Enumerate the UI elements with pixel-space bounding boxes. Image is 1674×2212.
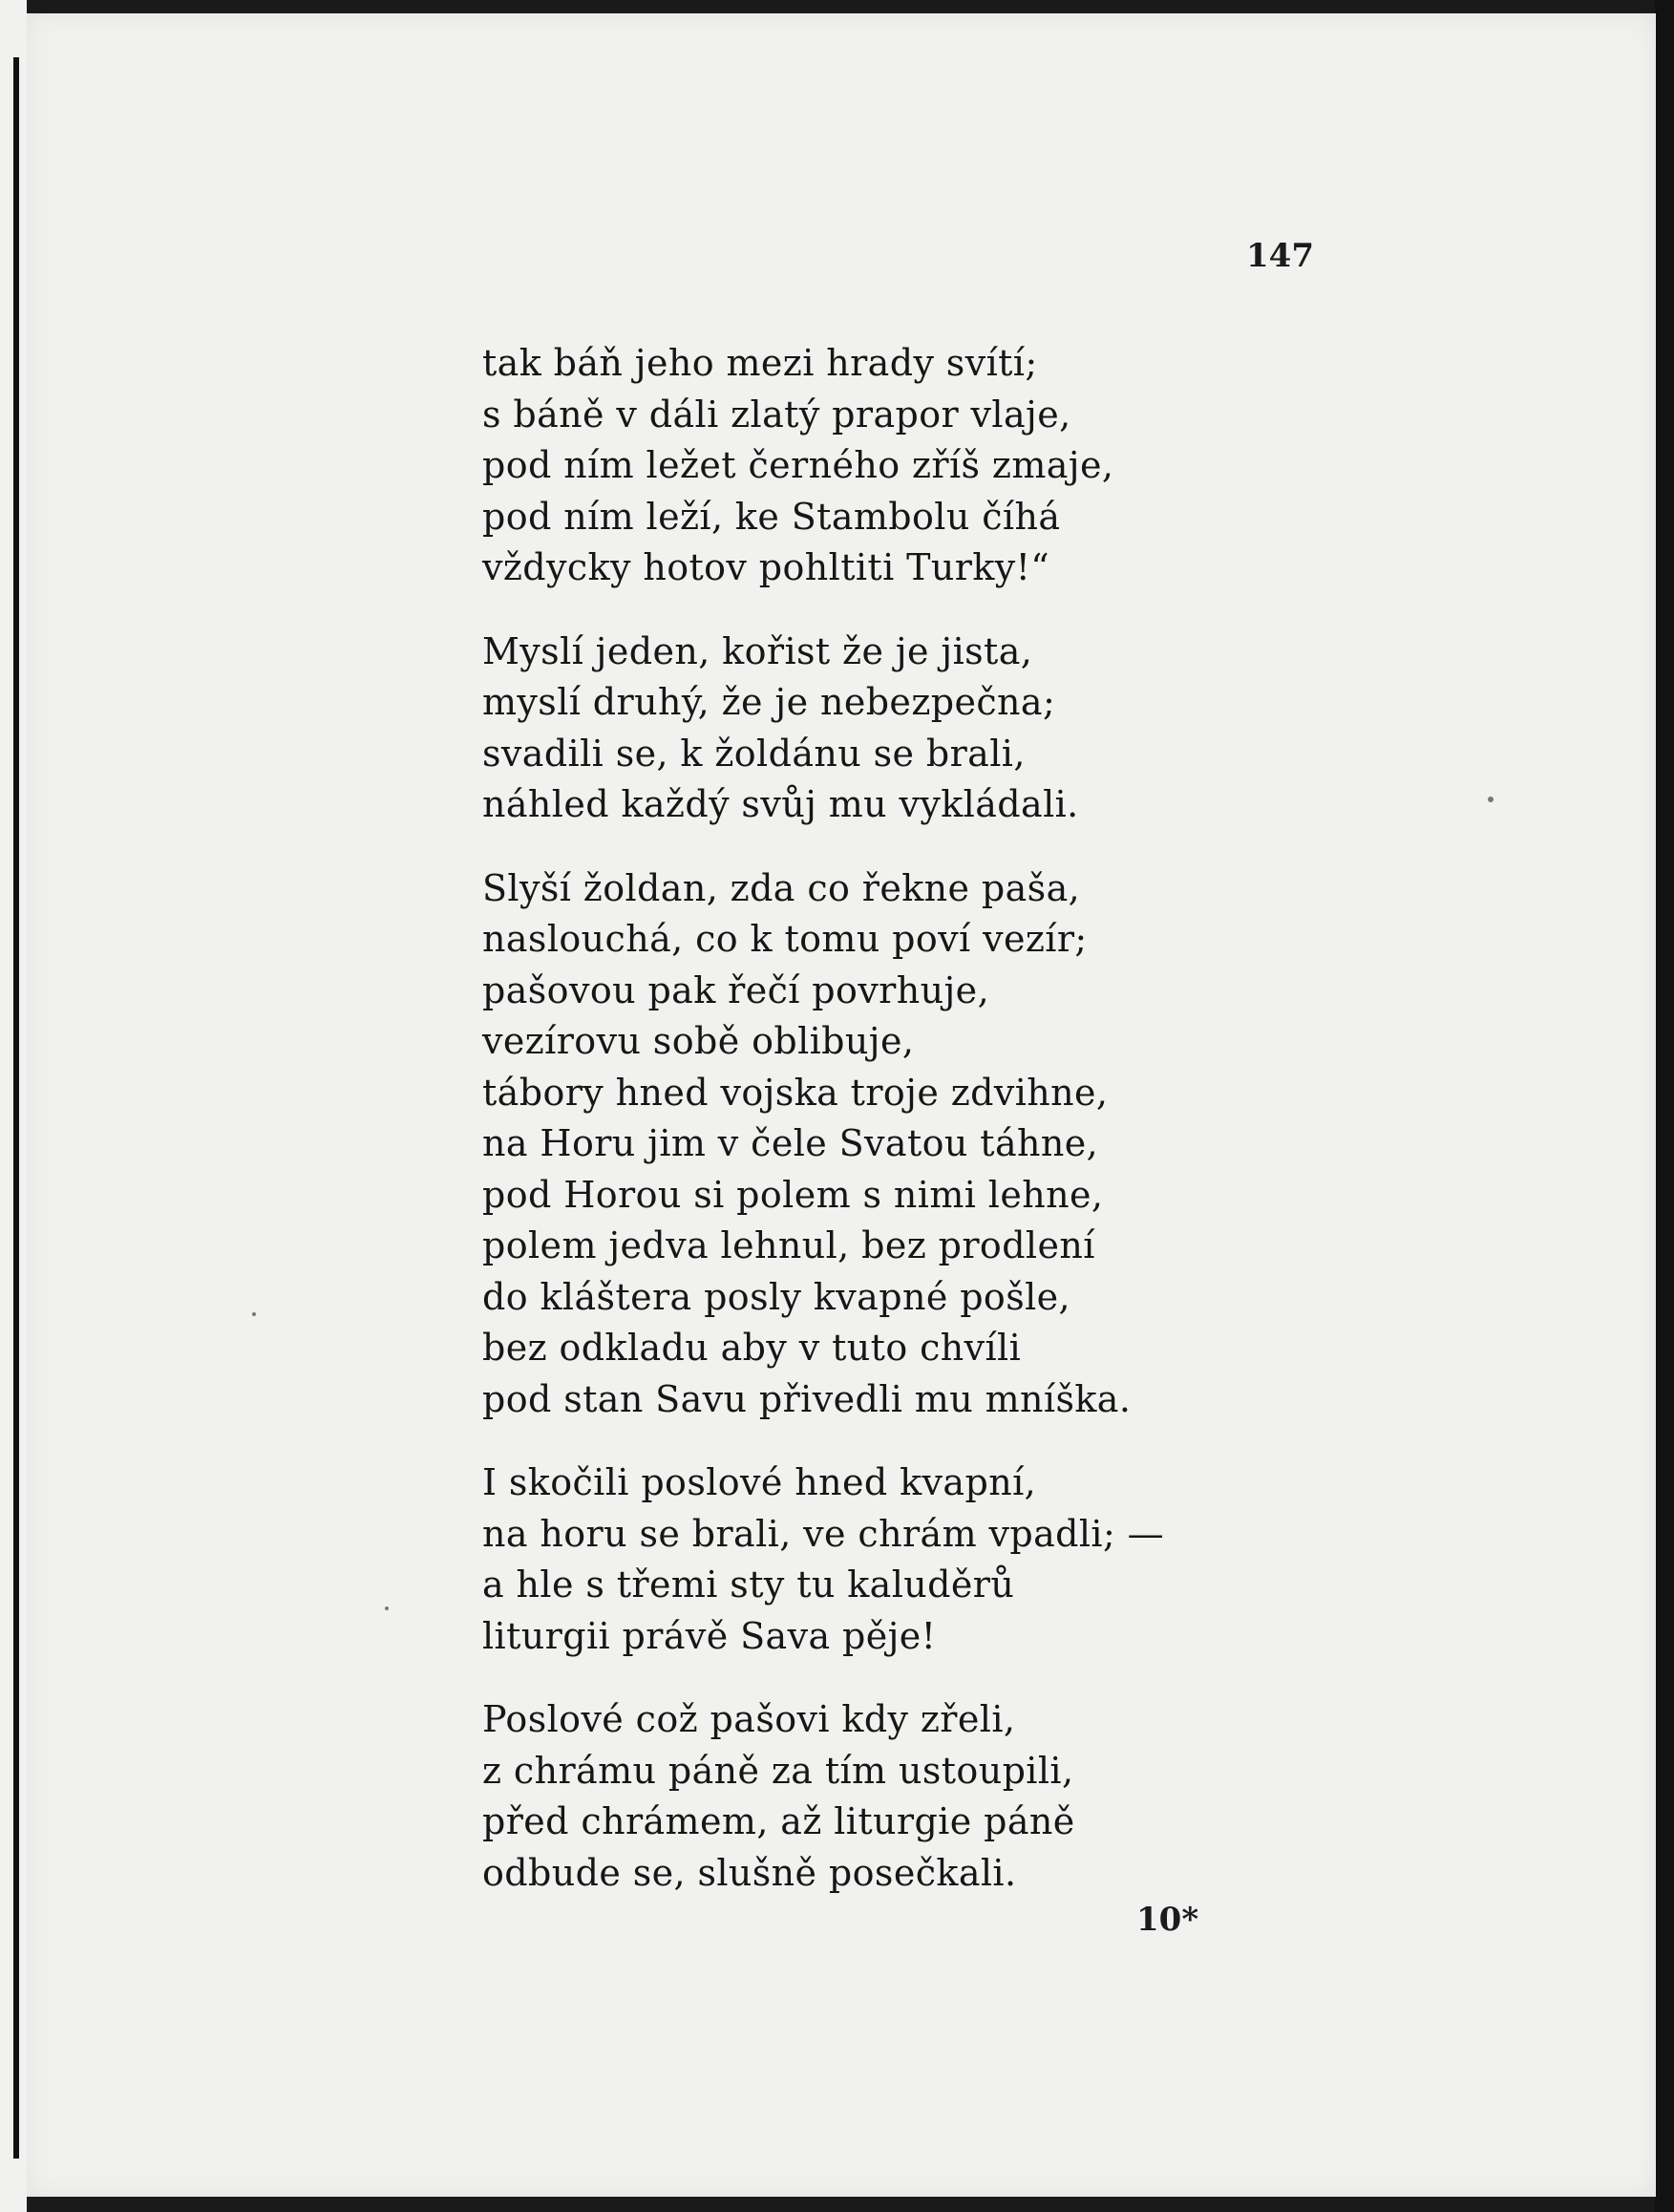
verse-line: naslouchá, co k tomu poví vezír; <box>482 918 1088 960</box>
verse-line: Poslové což pašovi kdy zřeli, <box>482 1698 1016 1740</box>
page-number: 147 <box>1246 237 1314 275</box>
poem-text <box>482 338 1342 1931</box>
verse-line: na horu se brali, ve chrám vpadli; — <box>482 1512 1165 1555</box>
verse-line: pod Horou si polem s nimi lehne, <box>482 1173 1104 1216</box>
scan-edge-left <box>0 0 27 2212</box>
verse-line: polem jedva lehnul, bez prodlení <box>482 1224 1095 1266</box>
signature-mark: 10* <box>1136 1901 1199 1939</box>
paper-speck <box>1488 797 1494 802</box>
verse-line: a hle s třemi sty tu kaluděrů <box>482 1563 1015 1606</box>
verse-line: odbude se, slušně posečkali. <box>482 1851 1017 1894</box>
verse-line: před chrámem, až liturgie páně <box>482 1800 1075 1842</box>
verse-line: do kláštera posly kvapné pošle, <box>482 1275 1071 1318</box>
verse-line: vezírovu sobě oblibuje, <box>482 1020 915 1062</box>
verse-line: tábory hned vojska troje zdvihne, <box>482 1071 1109 1114</box>
verse-line: Myslí jeden, kořist že je jista, <box>482 629 1033 672</box>
verse-line: na Horu jim v čele Svatou táhne, <box>482 1122 1099 1164</box>
verse-line: vždycky hotov pohltiti Turky!“ <box>482 546 1050 588</box>
stanza <box>482 863 1342 1426</box>
verse-line: tak báň jeho mezi hrady svítí; <box>482 342 1038 384</box>
scan-edge-right <box>1655 0 1674 2212</box>
stanza <box>482 1457 1342 1662</box>
verse-line: I skočili poslové hned kvapní, <box>482 1461 1037 1503</box>
verse-line: náhled každý svůj mu vykládali. <box>482 783 1079 825</box>
verse-line: z chrámu páně za tím ustoupili, <box>482 1749 1074 1792</box>
verse-line: bez odkladu aby v tuto chvíli <box>482 1327 1022 1369</box>
verse-line: pašovou pak řečí povrhuje, <box>482 968 990 1011</box>
stanza <box>482 1694 1342 1899</box>
verse-line: liturgii právě Sava pěje! <box>482 1614 937 1657</box>
verse-line: pod stan Savu přivedli mu mníška. <box>482 1377 1132 1420</box>
stanza <box>482 627 1342 831</box>
paper-speck <box>252 1312 256 1316</box>
verse-line: pod ním leží, ke Stambolu číhá <box>482 495 1061 538</box>
verse-line: Slyší žoldan, zda co řekne paša, <box>482 866 1081 909</box>
paper-speck <box>385 1606 389 1610</box>
verse-line: svadili se, k žoldánu se brali, <box>482 732 1026 775</box>
verse-line: myslí druhý, že je nebezpečna; <box>482 681 1056 723</box>
verse-line: s báně v dáli zlatý prapor vlaje, <box>482 393 1071 436</box>
verse-line: pod ním ležet černého zříš zmaje, <box>482 444 1114 486</box>
stanza <box>482 338 1342 594</box>
